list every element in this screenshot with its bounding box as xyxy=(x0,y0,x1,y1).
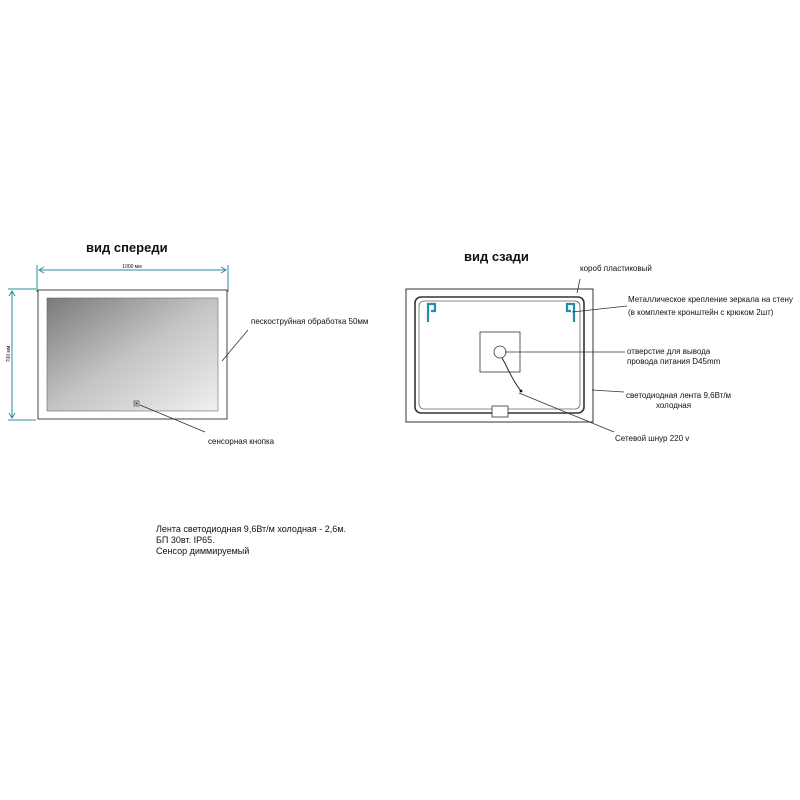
mount-label-line2: (в комплекте кронштейн с крюком 2шт) xyxy=(628,308,774,317)
hole-label-line2: провода питания D45mm xyxy=(627,357,721,366)
sensor-label: сенсорная кнопка xyxy=(208,437,275,446)
spec-notes xyxy=(156,524,346,557)
hole-label-line1: отверстие для вывода xyxy=(627,347,711,356)
height-dimension-label: 700 мм xyxy=(6,345,12,363)
back-view-title: вид сзади xyxy=(464,249,529,264)
plastic-box-label: короб пластиковый xyxy=(580,264,652,273)
mirror-glass xyxy=(47,298,218,411)
led-label-line1: светодиодная лента 9,6Вт/м xyxy=(626,391,732,400)
width-dimension-label: 1000 мм xyxy=(122,264,142,270)
power-cord-end xyxy=(520,390,523,393)
note-line: БП 30вт. IP65. xyxy=(156,535,215,545)
sandblast-label: пескоструйная обработка 50мм xyxy=(251,317,369,326)
note-line: Сенсор диммируемый xyxy=(156,546,250,556)
mount-label-line1: Металлическое крепление зеркала на стену xyxy=(628,295,793,304)
height-dimension xyxy=(8,289,36,420)
led-connector xyxy=(492,406,508,417)
led-label-line2: холодная xyxy=(656,401,692,410)
cable-hole xyxy=(494,346,506,358)
note-line: Лента светодиодная 9,6Вт/м холодная - 2,6м. xyxy=(156,524,347,534)
front-view-title: вид спереди xyxy=(86,240,168,255)
cord-label: Сетевой шнур 220 v xyxy=(615,434,690,443)
led-leader xyxy=(592,390,624,392)
front-view xyxy=(6,240,368,446)
back-view xyxy=(406,249,793,443)
